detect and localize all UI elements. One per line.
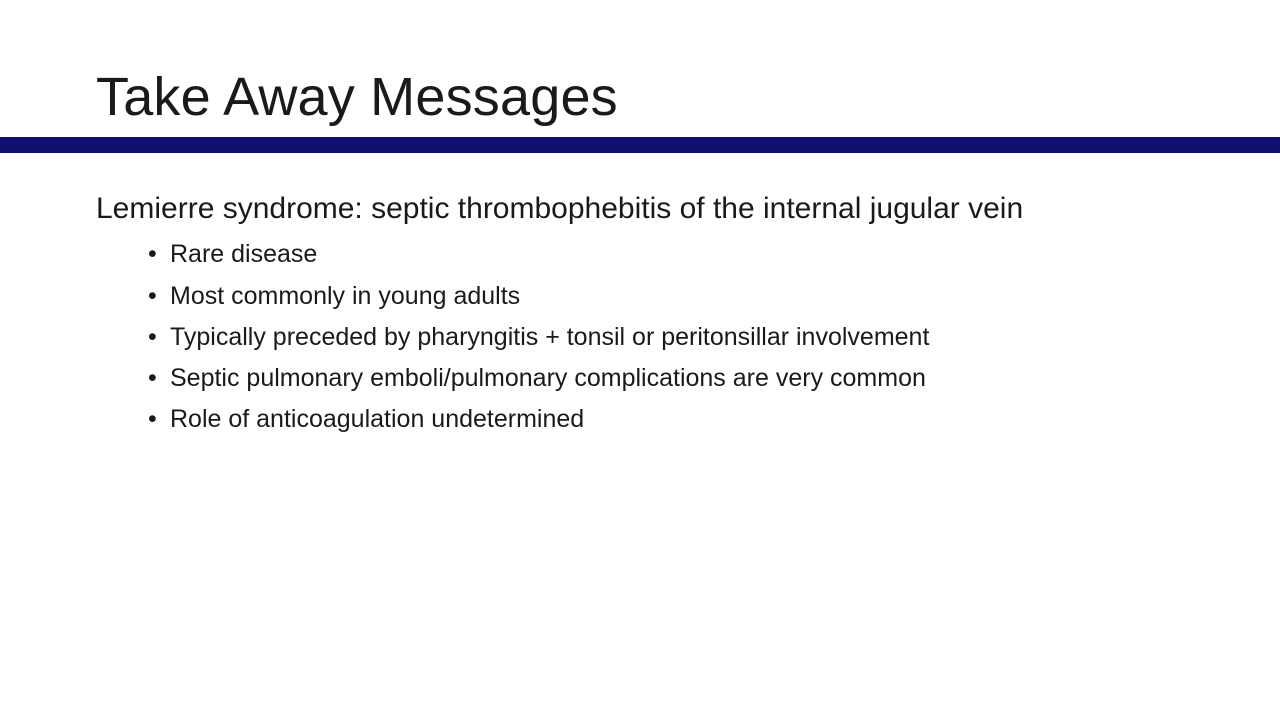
list-item bbox=[148, 358, 1206, 399]
bullet-dot-icon: • bbox=[148, 405, 157, 434]
bullet-dot-icon: • bbox=[148, 322, 157, 351]
bullet-dot-icon: • bbox=[148, 281, 157, 310]
list-item bbox=[148, 234, 1206, 275]
list-item-label: Rare disease bbox=[170, 240, 318, 269]
list-item bbox=[148, 399, 1206, 440]
bullet-list bbox=[96, 234, 1206, 440]
bullet-dot-icon: • bbox=[148, 364, 157, 393]
lead-statement: Lemierre syndrome: septic thrombophebitis of the internal jugular vein bbox=[96, 192, 1024, 225]
title-divider bbox=[0, 137, 1280, 153]
list-item-label: Role of anticoagulation undetermined bbox=[170, 405, 585, 434]
page-title: Take Away Messages bbox=[96, 67, 618, 127]
list-item-label: Typically preceded by pharyngitis + tonsil or peritonsillar involvement bbox=[170, 322, 930, 351]
slide-body bbox=[96, 190, 1206, 441]
bullet-dot-icon: • bbox=[148, 240, 157, 269]
list-item bbox=[148, 317, 1206, 358]
list-item bbox=[148, 276, 1206, 317]
list-item-label: Septic pulmonary emboli/pulmonary complications are very common bbox=[170, 364, 926, 393]
list-item-label: Most commonly in young adults bbox=[170, 281, 521, 310]
